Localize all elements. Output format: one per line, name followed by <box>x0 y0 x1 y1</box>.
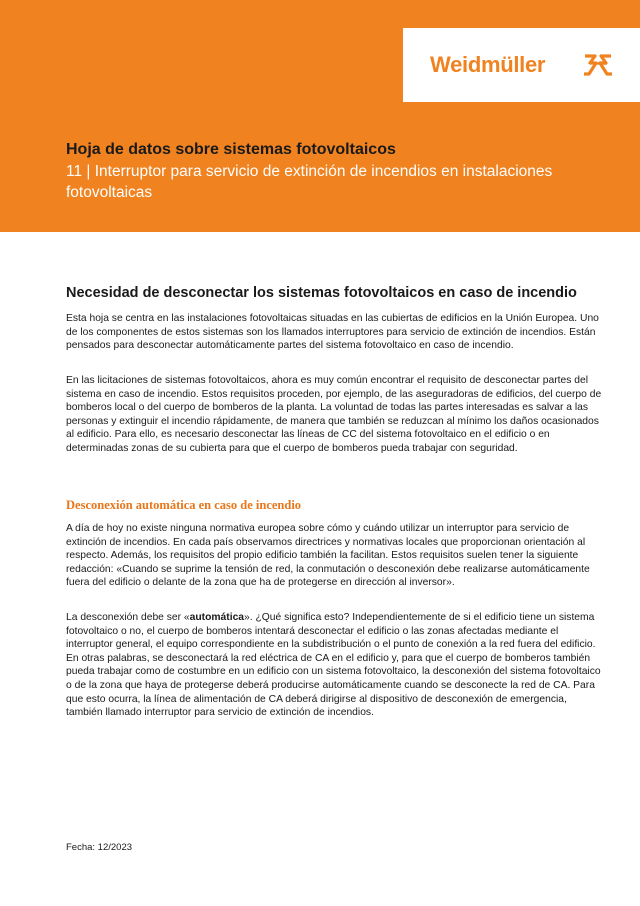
document-date: Fecha: 12/2023 <box>66 842 133 853</box>
document-title: Hoja de datos sobre sistemas fotovoltaicos <box>66 141 396 158</box>
intro-paragraph: Esta hoja se centra en las instalaciones fotovoltaicas situadas en las cubiertas de edificios en la Unión Europea. Uno de los componentes de estos sistemas son los llamados interruptores para servicio de extinción de incendios. Están pensados para desconectar automáticamente partes del sistema fotovoltaico en caso de incendio. <box>66 313 599 352</box>
paragraph-text-rest: ». ¿Qué significa esto? Independientemente de si el edificio tiene un sistema fotovoltaico o no, el cuerpo de bomberos intentará desconectar el edificio o las zonas afectadas mediante el interruptor general, el equipo correspondiente en la subdistribución o el punto de conexión a la red fuera del edificio. En otras palabras, se desconectará la red eléctrica de CA en el edificio y, para que el cuerpo de bomberos también pueda trabajar como de costumbre en un edificio con un sistema fotovoltaico, la desconexión del sistema fotovoltaico o de la zona que haya de protegerse deberá producirse automáticamente cuando se desconecte la red de CA. Para que esto ocurra, la línea de alimentación de CA deberá dirigirse al dispositivo de desconexión de emergencia, también llamado interruptor para servicio de extinción de incendios. <box>66 612 601 719</box>
brand-logo <box>403 28 640 102</box>
document-subtitle: 11 | Interruptor para servicio de extinción de incendios en instalaciones fotovoltaicas <box>66 163 553 201</box>
automatic-disconnection-paragraph <box>66 611 606 720</box>
header-banner <box>0 0 640 232</box>
weidmuller-3e-logo-icon <box>583 53 613 77</box>
brand-name: Weidmüller <box>430 52 546 77</box>
subsection-heading: Desconexión automática en caso de incendio <box>66 498 302 512</box>
regulation-paragraph: A día de hoy no existe ninguna normativa europea sobre cómo y cuándo utilizar un interruptor para servicio de extinción de incendios. En cada país observamos directrices y normativas locales que proporcionan orientación al respecto. Además, los requisitos del propio edificio también la facilitan. Estos requisitos suelen tener la siguiente redacción: «Cuando se suprime la tensión de red, la conmutación o desconexión debe realizarse automáticamente fuera del edificio o delante de la zona que ha de protegerse en dirección al inversor». <box>66 523 590 589</box>
emphasis-automatic: automática <box>189 612 245 623</box>
paragraph-text-start: La desconexión debe ser « <box>66 612 190 623</box>
tender-paragraph: En las licitaciones de sistemas fotovoltaicos, ahora es muy común encontrar el requisito de desconectar partes del sistema en caso de incendio. Estos requisitos proceden, por ejemplo, de las aseguradoras de edificios, del cuerpo de bomberos local o del cuerpo de bomberos de la planta. La voluntad de todas las partes interesadas es salvar a las personas y extinguir el incendio rápidamente, de manera que también se reduzcan al mínimo los daños ocasionados al edificio. Para ello, es necesario desconectar las líneas de CC del sistema fotovoltaico en el edificio o en determinadas zonas de su cubierta para que el cuerpo de bomberos pueda trabajar con seguridad. <box>66 375 602 454</box>
section-heading: Necesidad de desconectar los sistemas fotovoltaicos en caso de incendio <box>66 285 577 301</box>
